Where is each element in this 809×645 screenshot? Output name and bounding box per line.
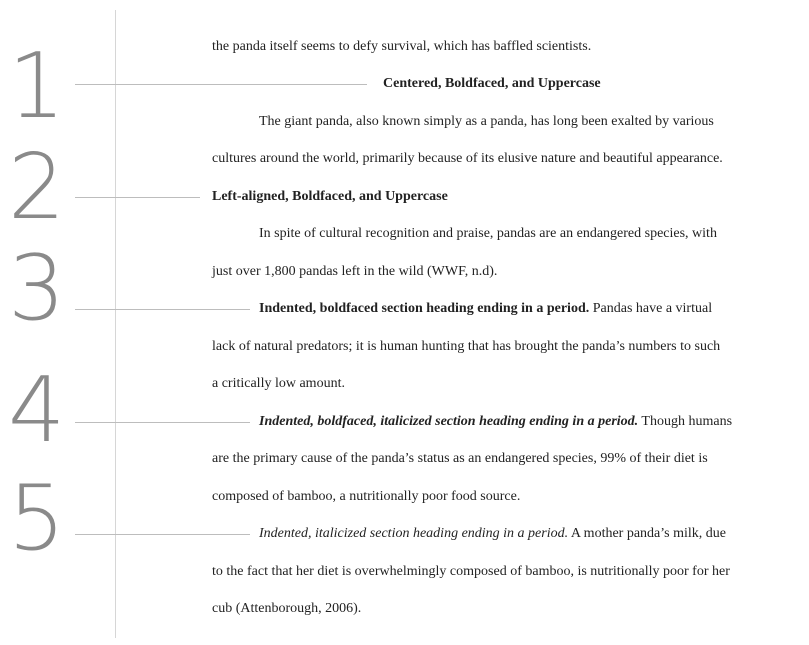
connector-line-4 xyxy=(75,422,250,423)
paragraph-3-text: Pandas have a virtual xyxy=(589,301,713,316)
paragraph-5-line-3: cub (Attenborough, 2006). xyxy=(212,601,362,616)
connector-line-2 xyxy=(75,197,200,198)
heading-level-1: Centered, Boldfaced, and Uppercase xyxy=(383,76,601,91)
paragraph-4-line-2: are the primary cause of the panda’s status as an endangered species, 99% of their diet is xyxy=(212,451,708,466)
heading-level-3: Indented, boldfaced section heading ending in a period. xyxy=(259,301,590,316)
paragraph-3-line-3: a critically low amount. xyxy=(212,376,345,391)
paragraph-4-line-1 xyxy=(259,412,732,432)
paragraph-1-line-2: cultures around the world, primarily because of its elusive nature and beautiful appearance. xyxy=(212,151,723,166)
connector-line-5 xyxy=(75,534,250,535)
paragraph-3-line-2: lack of natural predators; it is human hunting that has brought the panda’s numbers to such xyxy=(212,339,721,354)
paragraph-2-line-2: just over 1,800 pandas left in the wild (WWF, n.d). xyxy=(212,264,498,279)
paragraph-1-line-1: The giant panda, also known simply as a panda, has long been exalted by various xyxy=(259,114,714,129)
heading-level-4: Indented, boldfaced, italicized section heading ending in a period. xyxy=(259,414,639,429)
paragraph-2-line-1: In spite of cultural recognition and praise, pandas are an endangered species, with xyxy=(259,226,717,241)
connector-line-1 xyxy=(75,84,367,85)
level-number-2: 2 xyxy=(8,135,66,240)
level-number-1: 1 xyxy=(8,34,66,139)
level-number-4: 4 xyxy=(8,358,66,463)
paragraph-3-line-1 xyxy=(259,299,712,319)
paragraph-5-line-2: to the fact that her diet is overwhelmingly composed of bamboo, is nutritionally poor for her xyxy=(212,564,730,579)
heading-level-5: Indented, italicized section heading ending in a period. xyxy=(259,526,569,541)
paragraph-4-text: Though humans xyxy=(638,414,733,429)
level-number-5: 5 xyxy=(8,466,66,571)
connector-line-3 xyxy=(75,309,250,310)
paragraph-5-line-1 xyxy=(259,524,726,544)
intro-line: the panda itself seems to defy survival, which has baffled scientists. xyxy=(212,39,592,54)
level-number-3: 3 xyxy=(8,236,66,341)
heading-level-2: Left-aligned, Boldfaced, and Uppercase xyxy=(212,189,448,204)
paragraph-5-text: A mother panda’s milk, due xyxy=(568,526,726,541)
paragraph-4-line-3: composed of bamboo, a nutritionally poor food source. xyxy=(212,489,521,504)
margin-rule xyxy=(115,10,116,638)
